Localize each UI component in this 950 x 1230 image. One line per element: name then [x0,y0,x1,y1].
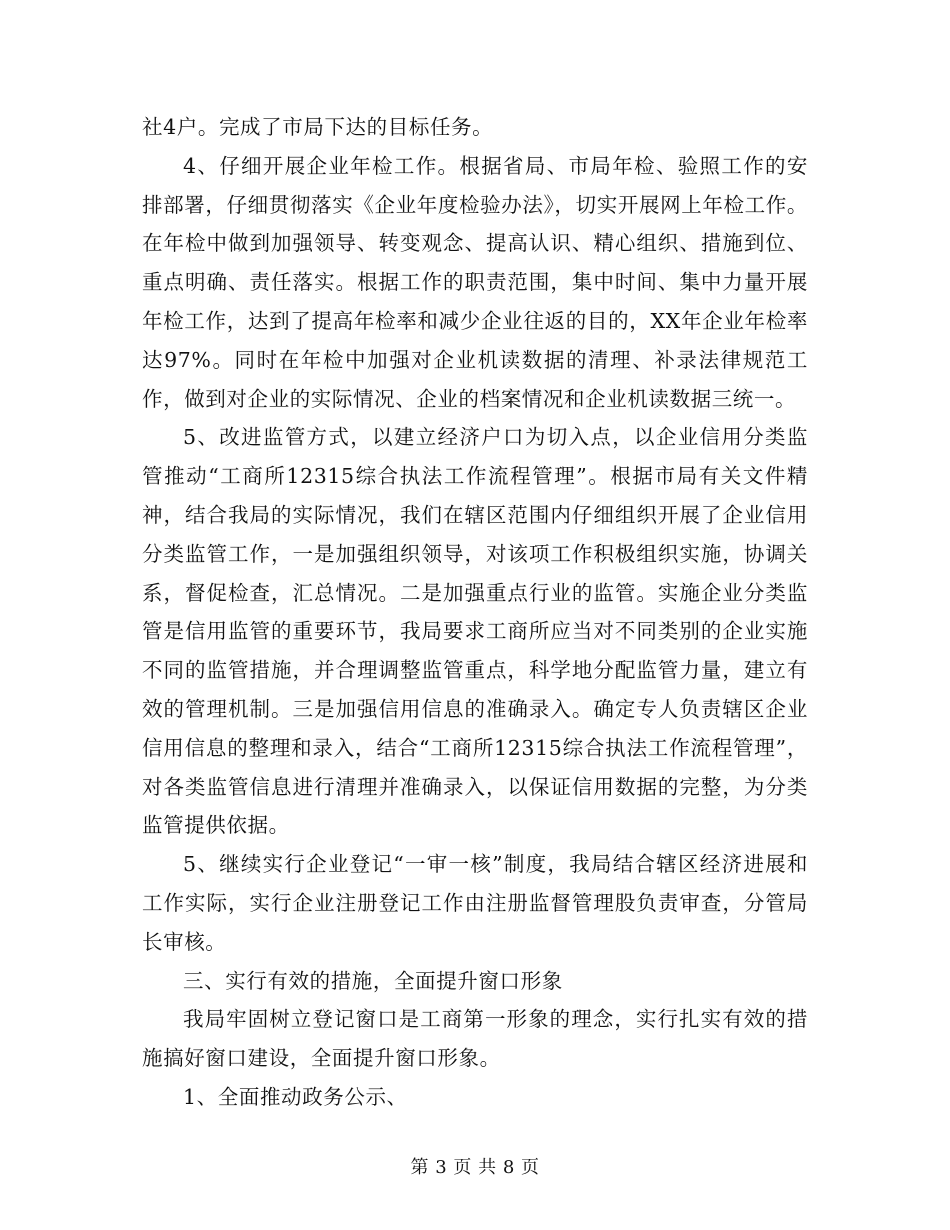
page-number-footer: 第 3 页 共 8 页 [410,1157,540,1178]
paragraph-annual-inspection: 4、仔细开展企业年检工作。根据省局、市局年检、验照工作的安排部署，仔细贯彻落实《企业年度检验办法》，切实开展网上年检工作。在年检中做到加强领导、转变观念、提高认识、精心组织、措施到位、重点明确、责任落实。根据工作的职责范围，集中时间、集中力量开展年检工作，达到了提高年检率和减少企业往返的目的，XX年企业年检率达97%。同时在年检中加强对企业机读数据的清理、补录法律规范工作，做到对企业的实际情况、企业的档案情况和企业机读数据三统一。 [142,153,808,411]
paragraph-window-philosophy: 我局牢固树立登记窗口是工商第一形象的理念，实行扎实有效的措施搞好窗口建设，全面提升窗口形象。 [142,1007,808,1071]
paragraph-supervision-method: 5、改进监管方式，以建立经济户口为切入点，以企业信用分类监管推动“工商所12315综合执法工作流程管理”。根据市局有关文件精神，结合我局的实际情况，我们在辖区范围内仔细组织开展了企业信用分类监管工作，一是加强组织领导，对该项工作积极组织实施，协调关系，督促检查，汇总情况。二是加强重点行业的监管。实施企业分类监管是信用监管的重要环节，我局要求工商所应当对不同类别的企业实施不同的监管措施，并合理调整监管重点，科学地分配监管力量，建立有效的管理机制。三是加强信用信息的准确录入。确定专人负责辖区企业信用信息的整理和录入，结合“工商所12315综合执法工作流程管理”，对各类监管信息进行清理并准确录入，以保证信用数据的完整，为分类监管提供依据。 [142,425,808,838]
paragraph-continuation: 社4户。完成了市局下达的目标任务。 [142,115,494,139]
paragraph-government-affairs: 1、全面推动政务公示、 [183,1084,408,1109]
document-body [142,108,808,1117]
section-heading-window-image: 三、实行有效的措施，全面提升窗口形象 [183,968,563,993]
paragraph-registration-review: 5、继续实行企业登记“一审一核”制度，我局结合辖区经济进展和工作实际，实行企业注册登记工作由注册监督管理股负责审查，分管局长审核。 [142,852,808,954]
